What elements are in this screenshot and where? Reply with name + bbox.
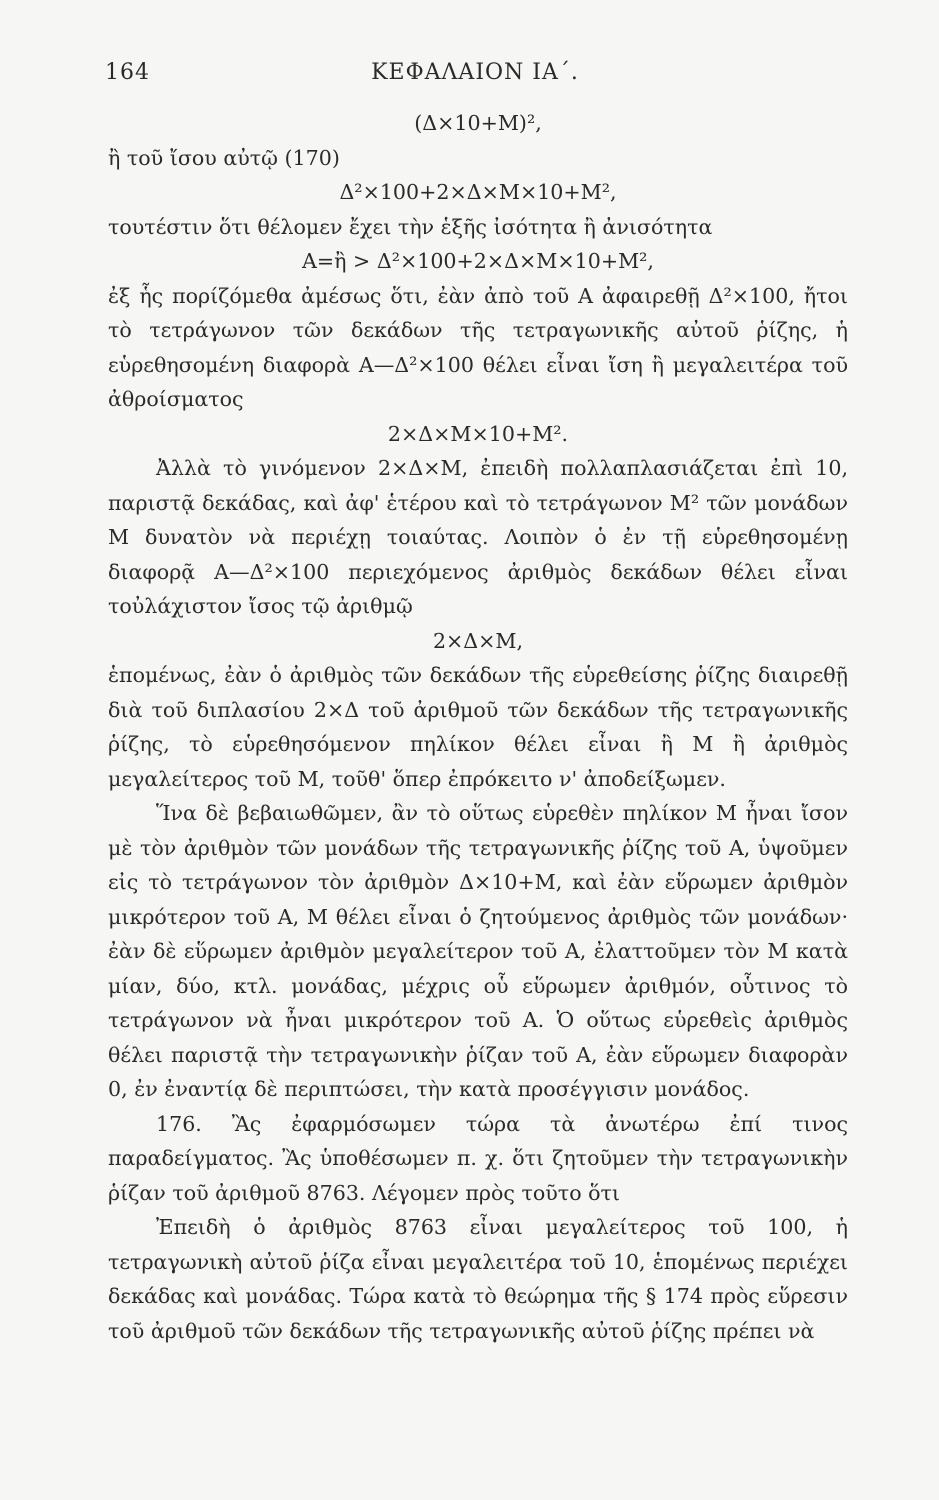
- running-title: ΚΕΦΑΛΑΙΟΝ ΙΑ΄.: [371, 60, 579, 85]
- paragraph: Ἐπειδὴ ὁ ἀριθμὸς 8763 εἶναι μεγαλείτερος τοῦ 100, ἡ τετραγωνικὴ αὐτοῦ ῥίζα εἶναι μεγαλειτέρα τοῦ 10, ἑπομένως περιέχει δεκάδας καὶ μονάδας. Τώρα κατὰ τὸ θεώρημα τῆς § 174 πρὸς εὕρεσιν τοῦ ἀριθμοῦ τῶν δεκάδων τῆς τετραγωνικῆς αὐτοῦ ῥίζης πρέπει νὰ: [108, 1215, 848, 1343]
- text-line: τουτέστιν ὅτι θέλομεν ἔχει τὴν ἑξῆς ἰσότητα ἢ ἀνισότητα: [108, 214, 713, 239]
- page-header: [105, 60, 845, 94]
- paragraph: ἐξ ἧς πορίζόμεθα ἀμέσως ὅτι, ἐὰν ἀπὸ τοῦ Α ἀφαιρεθῇ Δ²×100, ἤτοι τὸ τετράγωνον τῶν δεκάδων τῆς τετραγωνικῆς αὐτοῦ ῥίζης, ἡ εὑρεθησομένη διαφορὰ Α—Δ²×100 θέλει εἶναι ἴση ἢ μεγαλειτέρα τοῦ ἀθροίσματος: [108, 283, 848, 411]
- formula-line: Δ²×100+2×Δ×Μ×10+Μ²,: [339, 180, 617, 204]
- page-body: [108, 106, 848, 1348]
- formula-line: (Δ×10+Μ)²,: [414, 111, 542, 135]
- paragraph: Ἀλλὰ τὸ γινόμενον 2×Δ×Μ, ἐπειδὴ πολλαπλασιάζεται ἐπὶ 10, παριστᾷ δεκάδας, καὶ ἀφ' ἑτέρου καὶ τὸ τετράγωνον Μ² τῶν μονάδων Μ δυνατὸν νὰ περιέχῃ τοιαύτας. Λοιπὸν ὁ ἐν τῇ εὑρεθησομένῃ διαφορᾷ Α—Δ²×100 περιεχόμενος ἀριθμὸς δεκάδων θέλει εἶναι τοὐλάχιστον ἴσος τῷ ἀριθμῷ: [108, 456, 848, 618]
- page-number: 164: [105, 60, 150, 85]
- formula-line: 2×Δ×Μ,: [432, 628, 524, 653]
- paragraph: ἑπομένως, ἐὰν ὁ ἀριθμὸς τῶν δεκάδων τῆς εὑρεθείσης ῥίζης διαιρεθῇ διὰ τοῦ διπλασίου 2×Δ τοῦ ἀριθμοῦ τῶν δεκάδων τῆς τετραγωνικῆς ῥίζης, τὸ εὑρεθησόμενον πηλίκον θέλει εἶναι ἢ Μ ἢ ἀριθμὸς μεγαλείτερος τοῦ Μ, τοῦθ' ὅπερ ἐπρόκειτο ν' ἀποδείξωμεν.: [108, 663, 848, 791]
- paragraph: 176. Ἂς ἐφαρμόσωμεν τώρα τὰ ἀνωτέρω ἐπί τινος παραδείγματος. Ἂς ὑποθέσωμεν π. χ. ὅτι ζητοῦμεν τὴν τετραγωνικὴν ῥίζαν τοῦ ἀριθμοῦ 8763. Λέγομεν πρὸς τοῦτο ὅτι: [108, 1111, 848, 1205]
- paragraph: Ἵνα δὲ βεβαιωθῶμεν, ἂν τὸ οὕτως εὑρεθὲν πηλίκον Μ ἦναι ἴσον μὲ τὸν ἀριθμὸν τῶν μονάδων τῆς τετραγωνικῆς ῥίζης τοῦ Α, ὑψοῦμεν εἰς τὸ τετράγωνον τὸν ἀριθμὸν Δ×10+Μ, καὶ ἐὰν εὕρωμεν ἀριθμὸν μικρότερον τοῦ Α, Μ θέλει εἶναι ὁ ζητούμενος ἀριθμὸς τῶν μονάδων· ἐὰν δὲ εὕρωμεν ἀριθμὸν μεγαλείτερον τοῦ Α, ἐλαττοῦμεν τὸν Μ κατὰ μίαν, δύο, κτλ. μονάδας, μέχρις οὗ εὕρωμεν ἀριθμόν, οὗτινος τὸ τετράγωνον νὰ ἦναι μικρότερον τοῦ Α. Ὁ οὕτως εὑρεθεὶς ἀριθμὸς θέλει παριστᾷ τὴν τετραγωνικὴν ῥίζαν τοῦ Α, ἐὰν εὕρωμεν διαφορὰν 0, ἐν ἐναντίᾳ δὲ περιπτώσει, τὴν κατὰ προσέγγισιν μονάδος.: [108, 801, 848, 1101]
- formula-line: 2×Δ×Μ×10+Μ².: [387, 421, 569, 446]
- formula-line: Α=ἢ > Δ²×100+2×Δ×Μ×10+Μ²,: [302, 249, 654, 273]
- text-line: ἢ τοῦ ἴσου αὐτῷ (170): [108, 145, 340, 170]
